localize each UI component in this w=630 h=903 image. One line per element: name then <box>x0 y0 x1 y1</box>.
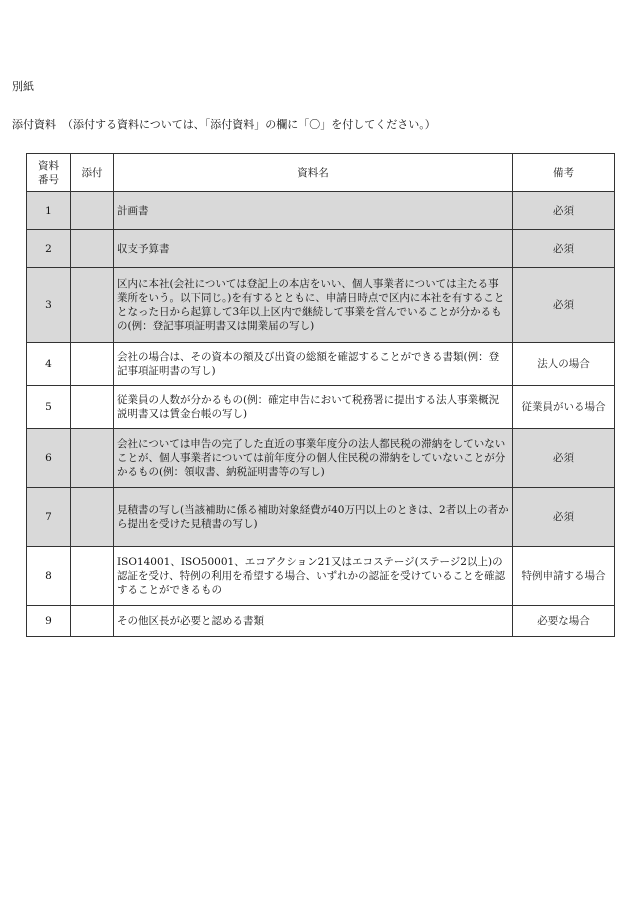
remarks-cell: 従業員がいる場合 <box>513 386 615 429</box>
document-name: 計画書 <box>114 192 513 230</box>
attachment-instruction: （添付する資料については、「添付資料」の欄に「〇」を付してください。） <box>62 118 436 131</box>
row-number: 8 <box>27 547 71 606</box>
table-header-row <box>27 154 615 192</box>
table-row <box>27 488 615 547</box>
table-row <box>27 192 615 230</box>
header-number <box>27 154 71 192</box>
table-body <box>27 192 615 637</box>
document-name: 会社については申告の完了した直近の事業年度分の法人都民税の滞納をしていないことが、個人事業者については前年度分の個人住民税の滞納をしていないことが分かるもの(例：領収書、納税証明書等の写し) <box>114 429 513 488</box>
document-name: 区内に本社(会社については登記上の本店をいい、個人事業者については主たる事業所をいう。以下同じ。)を有するとともに、申請日時点で区内に本社を有することとなった日から起算して3年以上区内で継続して事業を営んでいることが分かるもの(例：登記事項証明書又は開業届の写し) <box>114 268 513 343</box>
remarks-cell: 必要な場合 <box>513 606 615 637</box>
header-remarks: 備考 <box>513 154 615 192</box>
row-number: 4 <box>27 343 71 386</box>
attach-cell[interactable] <box>71 230 114 268</box>
row-number: 1 <box>27 192 71 230</box>
document-name: 収支予算書 <box>114 230 513 268</box>
attachment-table <box>26 153 615 637</box>
row-number: 9 <box>27 606 71 637</box>
table-row <box>27 230 615 268</box>
remarks-cell: 必須 <box>513 192 615 230</box>
table-row <box>27 343 615 386</box>
attach-cell[interactable] <box>71 547 114 606</box>
row-number: 7 <box>27 488 71 547</box>
table-row <box>27 268 615 343</box>
header-name: 資料名 <box>114 154 513 192</box>
document-name: ISO14001、ISO50001、エコアクション21又はエコステージ(ステージ2以上)の認証を受け、特例の利用を希望する場合、いずれかの認証を受けていることを確認することができるもの <box>114 547 513 606</box>
attach-cell[interactable] <box>71 488 114 547</box>
table-row <box>27 547 615 606</box>
document-name: その他区長が必要と認める書類 <box>114 606 513 637</box>
attachment-intro <box>12 118 436 132</box>
annex-label: 別紙 <box>12 80 34 93</box>
remarks-cell: 必須 <box>513 488 615 547</box>
remarks-cell: 必須 <box>513 230 615 268</box>
attach-cell[interactable] <box>71 343 114 386</box>
header-attached: 添付 <box>71 154 114 192</box>
header-number-label: 資料 番号 <box>38 159 59 186</box>
row-number: 2 <box>27 230 71 268</box>
attachment-heading: 添付資料 <box>12 118 56 131</box>
attach-cell[interactable] <box>71 268 114 343</box>
row-number: 3 <box>27 268 71 343</box>
document-name: 会社の場合は、その資本の額及び出資の総額を確認することができる書類(例：登記事項証明書の写し) <box>114 343 513 386</box>
remarks-cell: 特例申請する場合 <box>513 547 615 606</box>
row-number: 5 <box>27 386 71 429</box>
table-row <box>27 606 615 637</box>
attach-cell[interactable] <box>71 192 114 230</box>
remarks-cell: 必須 <box>513 429 615 488</box>
document-name: 従業員の人数が分かるもの(例：確定申告において税務署に提出する法人事業概況説明書又は賃金台帳の写し) <box>114 386 513 429</box>
attach-cell[interactable] <box>71 386 114 429</box>
remarks-cell: 法人の場合 <box>513 343 615 386</box>
table-row <box>27 386 615 429</box>
attach-cell[interactable] <box>71 429 114 488</box>
document-name: 見積書の写し(当該補助に係る補助対象経費が40万円以上のときは、2者以上の者から提出を受けた見積書の写し) <box>114 488 513 547</box>
attach-cell[interactable] <box>71 606 114 637</box>
table-row <box>27 429 615 488</box>
row-number: 6 <box>27 429 71 488</box>
remarks-cell: 必須 <box>513 268 615 343</box>
